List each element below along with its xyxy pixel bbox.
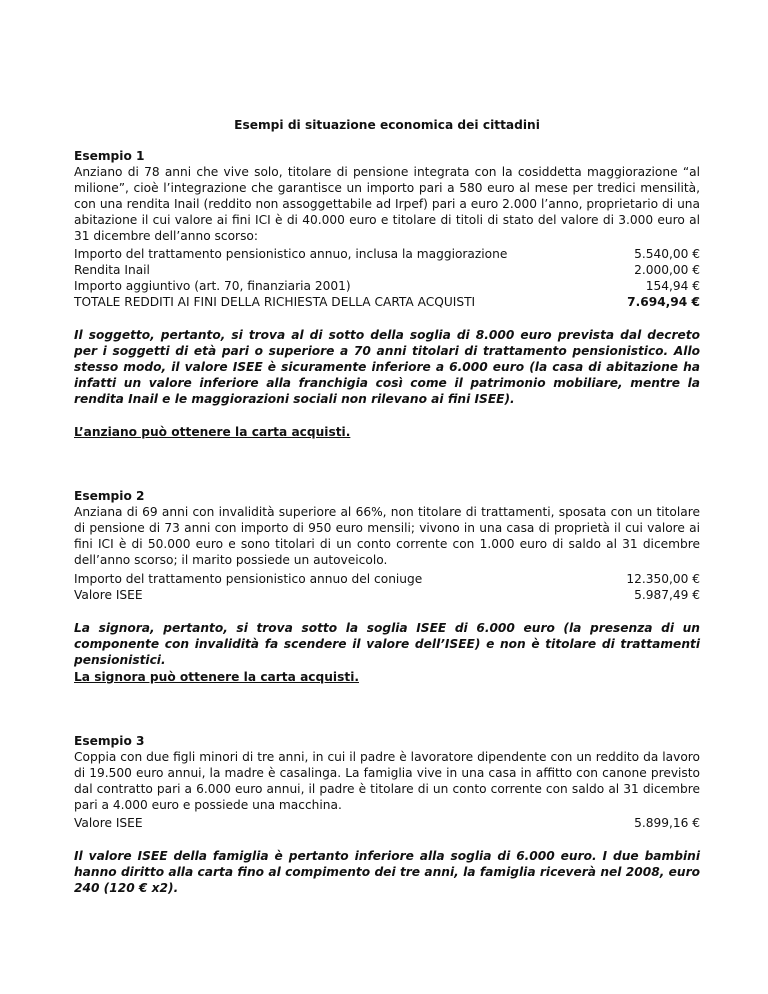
example-heading: Esempio 1 (74, 149, 145, 163)
document-title: Esempi di situazione economica dei cittadini (234, 118, 540, 132)
row-value: 7.694,94 € (627, 295, 700, 309)
example-heading: Esempio 3 (74, 734, 145, 748)
example-conclusion: La signora, pertanto, si trova sotto la soglia ISEE di 6.000 euro (la presenza di un componente con invalidità fa scendere il valore dell’ISEE) e non è titolare di trattamenti pensionistici. (74, 621, 700, 667)
example-conclusion: Il valore ISEE della famiglia è pertanto inferiore alla soglia di 6.000 euro. I due bambini hanno diritto alla carta fino al compimento dei tre anni, la famiglia riceverà nel 2008, euro 240 (120 € x2). (74, 849, 700, 895)
example-3 (74, 733, 700, 813)
table-row (74, 262, 700, 278)
example-2-table (74, 571, 700, 603)
table-row (74, 587, 700, 603)
row-value: 5.899,16 € (634, 816, 700, 830)
row-value: 2.000,00 € (634, 263, 700, 277)
example-1 (74, 148, 700, 244)
row-label: Rendita Inail (74, 263, 150, 277)
example-result: L’anziano può ottenere la carta acquisti. (74, 425, 351, 439)
example-3-table (74, 815, 700, 831)
example-heading: Esempio 2 (74, 489, 145, 503)
example-result-wrap (74, 424, 700, 440)
row-label: TOTALE REDDITI AI FINI DELLA RICHIESTA DELLA CARTA ACQUISTI (74, 295, 476, 309)
row-value: 5.987,49 € (634, 588, 700, 602)
table-row (74, 246, 700, 262)
example-1-table (74, 246, 700, 310)
example-description: Anziano di 78 anni che vive solo, titolare di pensione integrata con la cosiddetta maggiorazione “al milione”, cioè l’integrazione che garantisce un importo pari a 580 euro al mese per tredici mensilità, con una rendita Inail (reddito non assoggettabile ad Irpef) pari a euro 2.000 l’anno, proprietario di una abitazione il cui valore ai fini ICI è di 40.000 euro e titolare di titoli di stato del valore di 3.000 euro al 31 dicembre dell’anno scorso: (74, 165, 700, 243)
example-description: Anziana di 69 anni con invalidità superiore al 66%, non titolare di trattamenti, sposata con un titolare di pensione di 73 anni con importo di 950 euro mensili; vivono in una casa di proprietà il cui valore ai fini ICI è di 50.000 euro e sono titolari di un conto corrente con 1.000 euro di saldo al 31 dicembre dell’anno scorso; il marito possiede un autoveicolo. (74, 505, 700, 567)
table-row (74, 571, 700, 587)
example-description: Coppia con due figli minori di tre anni, in cui il padre è lavoratore dipendente con un reddito da lavoro di 19.500 euro annui, la madre è casalinga. La famiglia vive in una casa in affitto con canone previsto dal contratto pari a 6.000 euro annui, il padre è titolare di un conto corrente con saldo al 31 dicembre pari a 4.000 euro e possiede una macchina. (74, 750, 700, 812)
row-value: 5.540,00 € (634, 247, 700, 261)
table-row (74, 815, 700, 831)
example-result-wrap (74, 669, 700, 685)
row-label: Valore ISEE (74, 588, 143, 602)
row-label: Importo del trattamento pensionistico annuo, inclusa la maggiorazione (74, 247, 508, 261)
row-label: Importo aggiuntivo (art. 70, finanziaria 2001) (74, 279, 351, 293)
table-row-total (74, 294, 700, 310)
row-value: 12.350,00 € (626, 572, 700, 586)
row-label: Valore ISEE (74, 816, 143, 830)
row-value: 154,94 € (645, 279, 700, 293)
example-conclusion: Il soggetto, pertanto, si trova al di sotto della soglia di 8.000 euro prevista dal decreto per i soggetti di età pari o superiore a 70 anni titolari di trattamento pensionistico. Allo stesso modo, il valore ISEE è sicuramente inferiore a 6.000 euro (la casa di abitazione ha infatti un valore inferiore alla franchigia così come il patrimonio mobiliare, mentre la rendita Inail e le maggiorazioni sociali non rilevano ai fini ISEE). (74, 328, 700, 406)
row-label: Importo del trattamento pensionistico annuo del coniuge (74, 572, 423, 586)
example-result: La signora può ottenere la carta acquisti. (74, 670, 359, 684)
table-row (74, 278, 700, 294)
example-2 (74, 488, 700, 568)
